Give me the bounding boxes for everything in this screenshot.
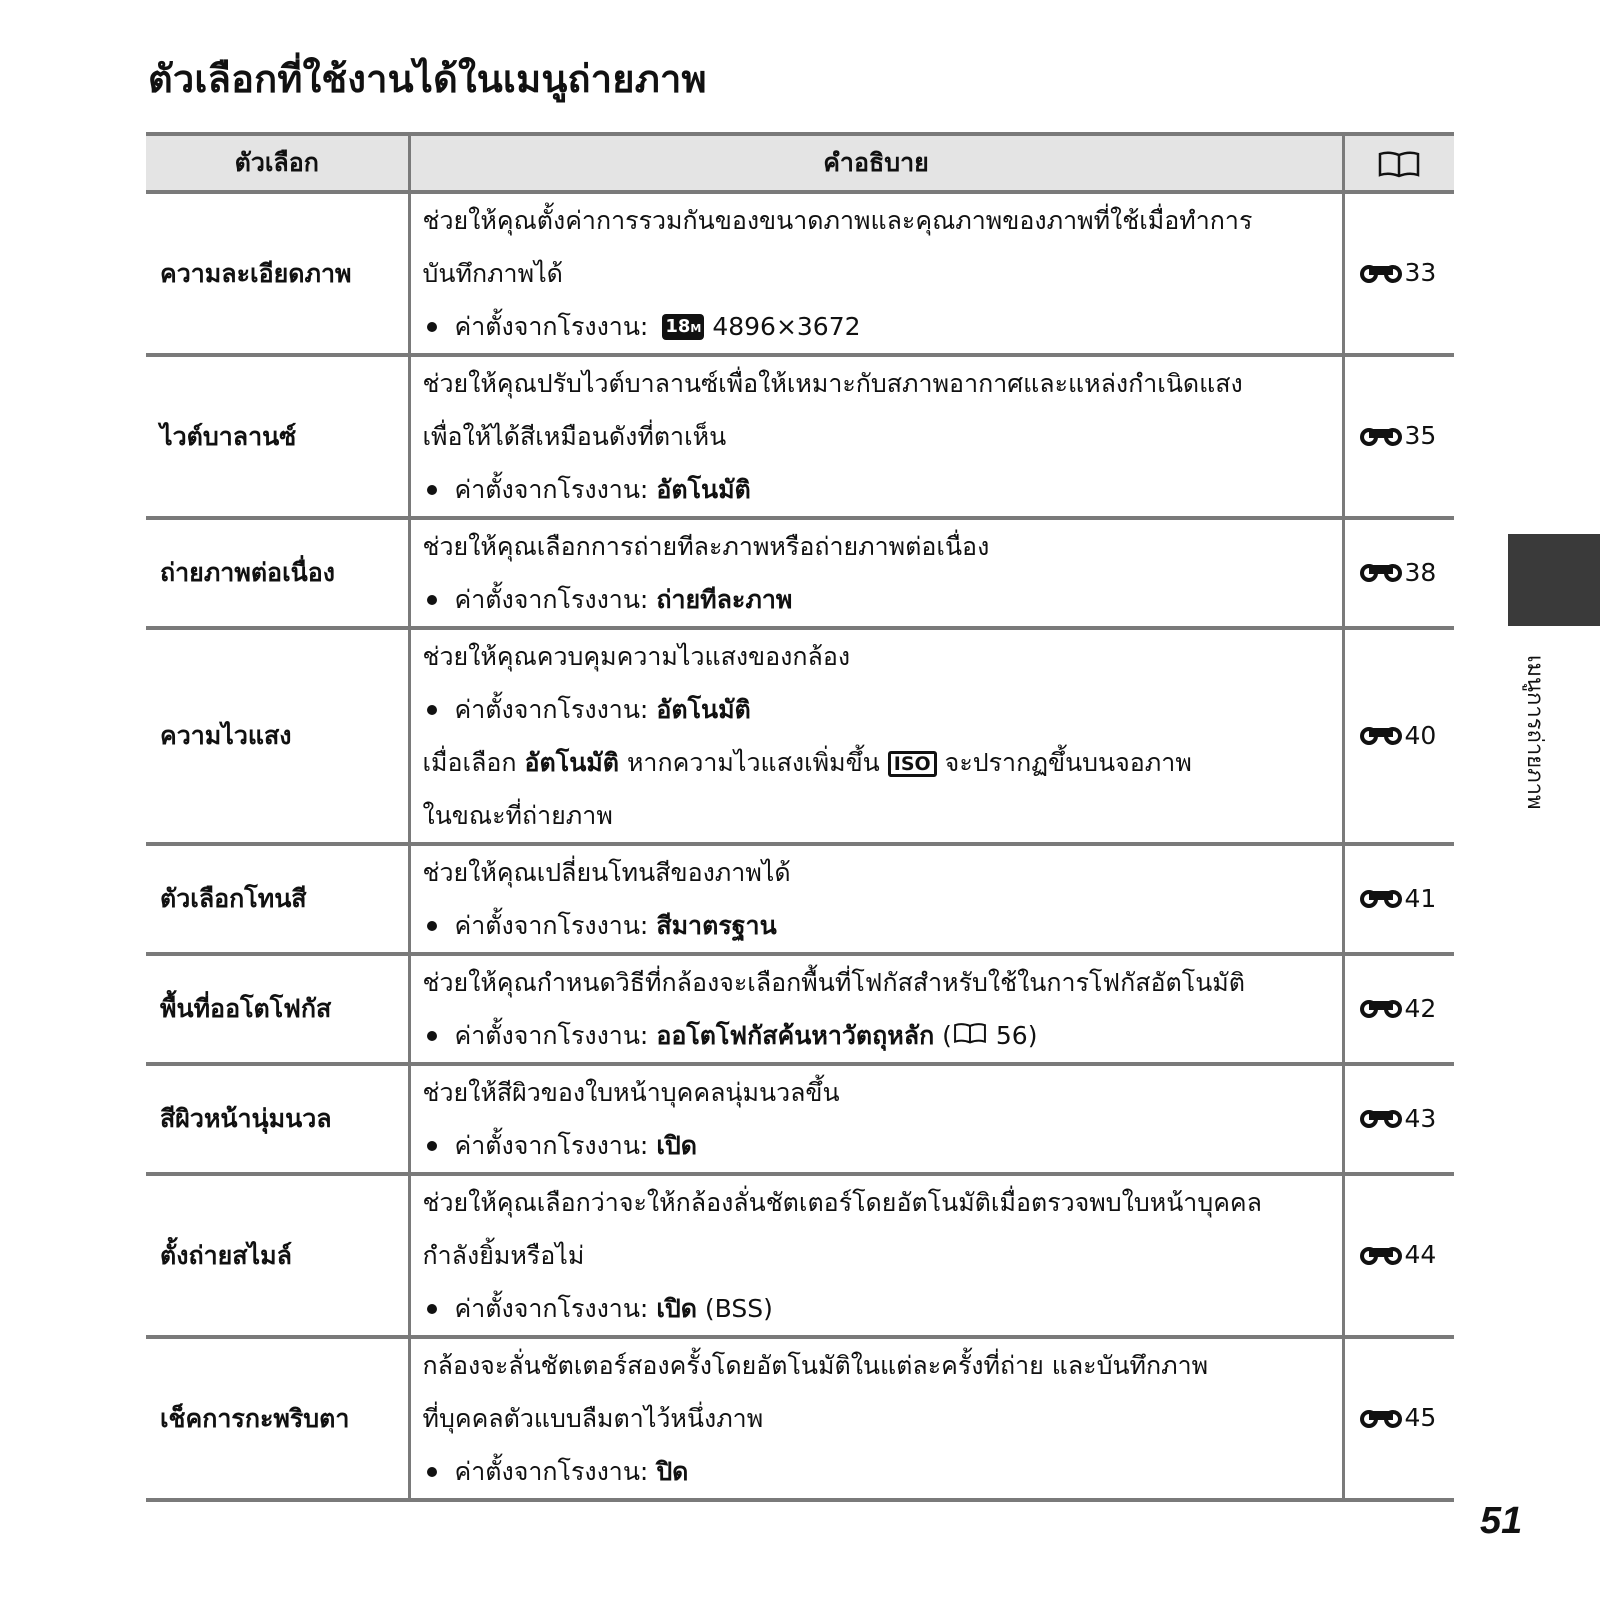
reference-section-icon xyxy=(1359,423,1403,452)
option-description xyxy=(409,1174,1343,1337)
option-description xyxy=(409,844,1343,954)
reference-page: 40 xyxy=(1404,720,1437,750)
bullet-icon xyxy=(427,595,437,605)
bullet-icon xyxy=(427,705,437,715)
description-line: ที่บุคคลตัวแบบลืมตาไว้หนึ่งภาพ xyxy=(422,1404,764,1433)
description-line: กำลังยิ้มหรือไม่ xyxy=(422,1241,585,1270)
default-label: ค่าตั้งจากโรงงาน: xyxy=(454,312,649,341)
table-header-row xyxy=(146,134,1454,192)
option-description xyxy=(409,192,1343,355)
option-name: ไวต์บาลานซ์ xyxy=(146,355,409,518)
reference-page: 38 xyxy=(1404,557,1437,587)
description-line: ช่วยให้คุณตั้งค่าการรวมกันของขนาดภาพและคุณภาพของภาพที่ใช้เมื่อทำการ xyxy=(422,206,1253,235)
table-row xyxy=(146,1174,1454,1337)
bullet-icon xyxy=(427,1141,437,1151)
book-icon xyxy=(1377,150,1421,178)
table-row xyxy=(146,628,1454,844)
reference-section-icon xyxy=(1359,1405,1403,1434)
option-name: พื้นที่ออโตโฟกัส xyxy=(146,954,409,1064)
default-value: เปิด xyxy=(656,1131,697,1160)
reference-section-icon xyxy=(1359,1242,1403,1271)
default-value: สีมาตรฐาน xyxy=(656,911,777,940)
default-value: อัตโนมัติ xyxy=(656,475,751,504)
header-option: ตัวเลือก xyxy=(146,134,409,192)
default-label: ค่าตั้งจากโรงงาน: xyxy=(454,1131,649,1160)
default-label: ค่าตั้งจากโรงงาน: xyxy=(454,695,649,724)
reference-page: 45 xyxy=(1404,1403,1437,1433)
header-description: คำอธิบาย xyxy=(409,134,1343,192)
option-name: ความละเอียดภาพ xyxy=(146,192,409,355)
iso-note: เมื่อเลือก อัตโนมัติ หากความไวแสงเพิ่มขึ้น ISO จะปรากฏขึ้นบนจอภาพ xyxy=(422,748,1192,777)
description-line: ช่วยให้คุณกำหนดวิธีที่กล้องจะเลือกพื้นที่โฟกัสสำหรับใช้ในการโฟกัสอัตโนมัติ xyxy=(422,968,1246,997)
table-row xyxy=(146,1337,1454,1500)
header-reference xyxy=(1343,134,1454,192)
reference-cell[interactable] xyxy=(1343,628,1454,844)
default-setting xyxy=(423,1282,1332,1335)
reference-page: 35 xyxy=(1404,421,1437,451)
default-value: อัตโนมัติ xyxy=(656,695,751,724)
reference-page: 41 xyxy=(1404,883,1437,913)
default-label: ค่าตั้งจากโรงงาน: xyxy=(454,585,649,614)
description-line: บันทึกภาพได้ xyxy=(422,259,563,288)
reference-page: 44 xyxy=(1404,1240,1437,1270)
reference-section-icon xyxy=(1359,885,1403,914)
iso-icon: ISO xyxy=(888,751,937,777)
description-line: ช่วยให้คุณควบคุมความไวแสงของกล้อง xyxy=(422,642,851,671)
option-name: ความไวแสง xyxy=(146,628,409,844)
bullet-icon xyxy=(427,1467,437,1477)
description-line: ช่วยให้คุณเลือกว่าจะให้กล้องลั่นชัตเตอร์โดยอัตโนมัติเมื่อตรวจพบใบหน้าบุคคล xyxy=(422,1188,1262,1217)
default-label: ค่าตั้งจากโรงงาน: xyxy=(454,1021,649,1050)
reference-page: 43 xyxy=(1404,1103,1437,1133)
options-table xyxy=(146,132,1454,1502)
option-description xyxy=(409,954,1343,1064)
bullet-icon xyxy=(427,485,437,495)
description-line: ช่วยให้คุณเลือกการถ่ายทีละภาพหรือถ่ายภาพต่อเนื่อง xyxy=(422,532,990,561)
iso-note-line2: ในขณะที่ถ่ายภาพ xyxy=(422,801,613,830)
table-row xyxy=(146,844,1454,954)
reference-section-icon xyxy=(1359,1105,1403,1134)
default-suffix: (BSS) xyxy=(704,1294,773,1323)
default-label: ค่าตั้งจากโรงงาน: xyxy=(454,475,649,504)
reference-cell[interactable] xyxy=(1343,518,1454,628)
table-row xyxy=(146,1064,1454,1174)
page-ref-open: ( xyxy=(942,1021,952,1050)
default-setting xyxy=(423,1445,1332,1498)
option-description xyxy=(409,628,1343,844)
reference-cell[interactable] xyxy=(1343,1337,1454,1500)
reference-cell[interactable] xyxy=(1343,355,1454,518)
default-setting xyxy=(423,683,1332,736)
default-label: ค่าตั้งจากโรงงาน: xyxy=(454,1457,649,1486)
option-name: ถ่ายภาพต่อเนื่อง xyxy=(146,518,409,628)
table-row xyxy=(146,355,1454,518)
table-row xyxy=(146,192,1454,355)
section-tab xyxy=(1508,534,1600,626)
description-line: เพื่อให้ได้สีเหมือนดังที่ตาเห็น xyxy=(422,422,727,451)
reference-cell[interactable] xyxy=(1343,1174,1454,1337)
default-setting xyxy=(423,300,1332,353)
bullet-icon xyxy=(427,1031,437,1041)
option-description xyxy=(409,355,1343,518)
reference-section-icon xyxy=(1359,995,1403,1024)
bullet-icon xyxy=(427,921,437,931)
option-name: ตั้งถ่ายสไมล์ xyxy=(146,1174,409,1337)
page-title: ตัวเลือกที่ใช้งานได้ในเมนูถ่ายภาพ xyxy=(148,57,707,101)
reference-section-icon xyxy=(1359,559,1403,588)
default-label: ค่าตั้งจากโรงงาน: xyxy=(454,1294,649,1323)
table-row xyxy=(146,954,1454,1064)
default-value: 4896×3672 xyxy=(712,312,861,341)
description-line: ช่วยให้สีผิวของใบหน้าบุคคลนุ่มนวลขึ้น xyxy=(422,1078,840,1107)
default-setting xyxy=(423,1009,1332,1062)
reference-section-icon xyxy=(1359,722,1403,751)
option-description xyxy=(409,1064,1343,1174)
reference-cell[interactable] xyxy=(1343,844,1454,954)
default-value: ถ่ายทีละภาพ xyxy=(656,585,793,614)
reference-section-icon xyxy=(1359,260,1403,289)
option-description xyxy=(409,1337,1343,1500)
default-setting xyxy=(423,1119,1332,1172)
reference-page: 42 xyxy=(1404,993,1437,1023)
option-name: ตัวเลือกโทนสี xyxy=(146,844,409,954)
default-value: เปิด xyxy=(656,1294,697,1323)
default-setting xyxy=(423,573,1332,626)
option-name: เช็คการกะพริบตา xyxy=(146,1337,409,1500)
default-value: ออโตโฟกัสค้นหาวัตถุหลัก xyxy=(656,1021,935,1050)
default-setting xyxy=(423,899,1332,952)
default-setting xyxy=(423,463,1332,516)
bullet-icon xyxy=(427,1304,437,1314)
image-size-18m-icon: 18M xyxy=(662,314,704,340)
description-line: กล้องจะลั่นชัตเตอร์สองครั้งโดยอัตโนมัติในแต่ละครั้งที่ถ่าย และบันทึกภาพ xyxy=(422,1351,1209,1380)
reference-page: 33 xyxy=(1404,258,1437,288)
reference-cell[interactable] xyxy=(1343,954,1454,1064)
option-description xyxy=(409,518,1343,628)
description-line: ช่วยให้คุณเปลี่ยนโทนสีของภาพได้ xyxy=(422,858,791,887)
page-ref[interactable]: 56) xyxy=(995,1021,1038,1050)
default-label: ค่าตั้งจากโรงงาน: xyxy=(454,911,649,940)
book-icon xyxy=(952,1009,988,1062)
default-value: ปิด xyxy=(656,1457,689,1486)
description-line: ช่วยให้คุณปรับไวต์บาลานซ์เพื่อให้เหมาะกับสภาพอากาศและแหล่งกำเนิดแสง xyxy=(422,369,1243,398)
reference-cell[interactable] xyxy=(1343,1064,1454,1174)
page-number: 51 xyxy=(1480,1500,1523,1542)
side-section-label: เมนูการถ่ายภาพ xyxy=(1522,655,1547,810)
reference-cell[interactable] xyxy=(1343,192,1454,355)
option-name: สีผิวหน้านุ่มนวล xyxy=(146,1064,409,1174)
table-row xyxy=(146,518,1454,628)
bullet-icon xyxy=(427,322,437,332)
